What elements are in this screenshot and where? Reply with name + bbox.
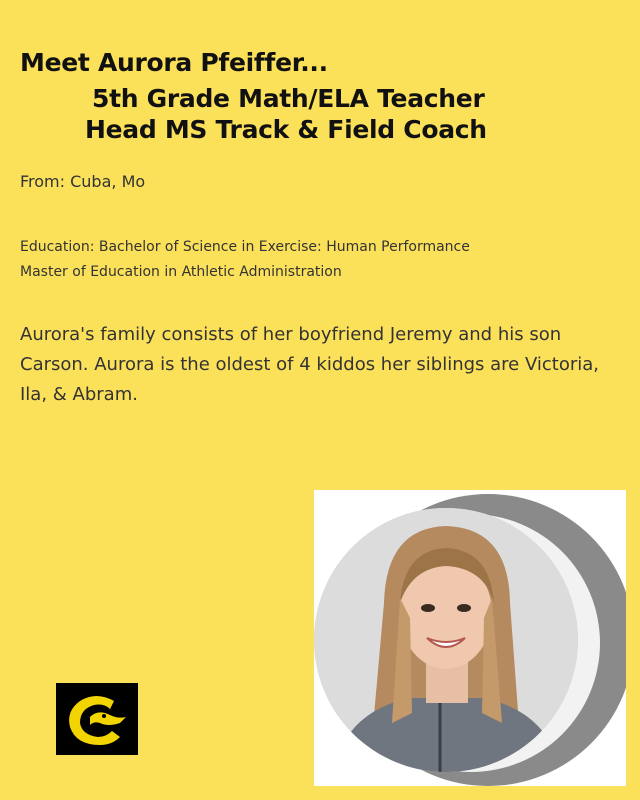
education-line-master: Master of Education in Athletic Administration [20, 264, 342, 280]
education-line-bachelor: Education: Bachelor of Science in Exercise: Human Performance [20, 239, 470, 255]
school-logo-c-icon [56, 683, 138, 755]
photo-panel [314, 490, 626, 786]
title-coach-line: Head MS Track & Field Coach [85, 115, 487, 144]
family-paragraph: Aurora's family consists of her boyfriend Jeremy and his son Carson. Aurora is the oldest of 4 kiddos her siblings are Victoria, Ila, & Abram. [20, 324, 600, 405]
title-role-line: 5th Grade Math/ELA Teacher [92, 84, 485, 113]
portrait-illustration [314, 508, 578, 772]
hometown-text: From: Cuba, Mo [20, 172, 146, 191]
teacher-portrait [314, 508, 578, 772]
title-name-line: Meet Aurora Pfeiffer... [20, 48, 328, 77]
education-block [20, 235, 470, 285]
